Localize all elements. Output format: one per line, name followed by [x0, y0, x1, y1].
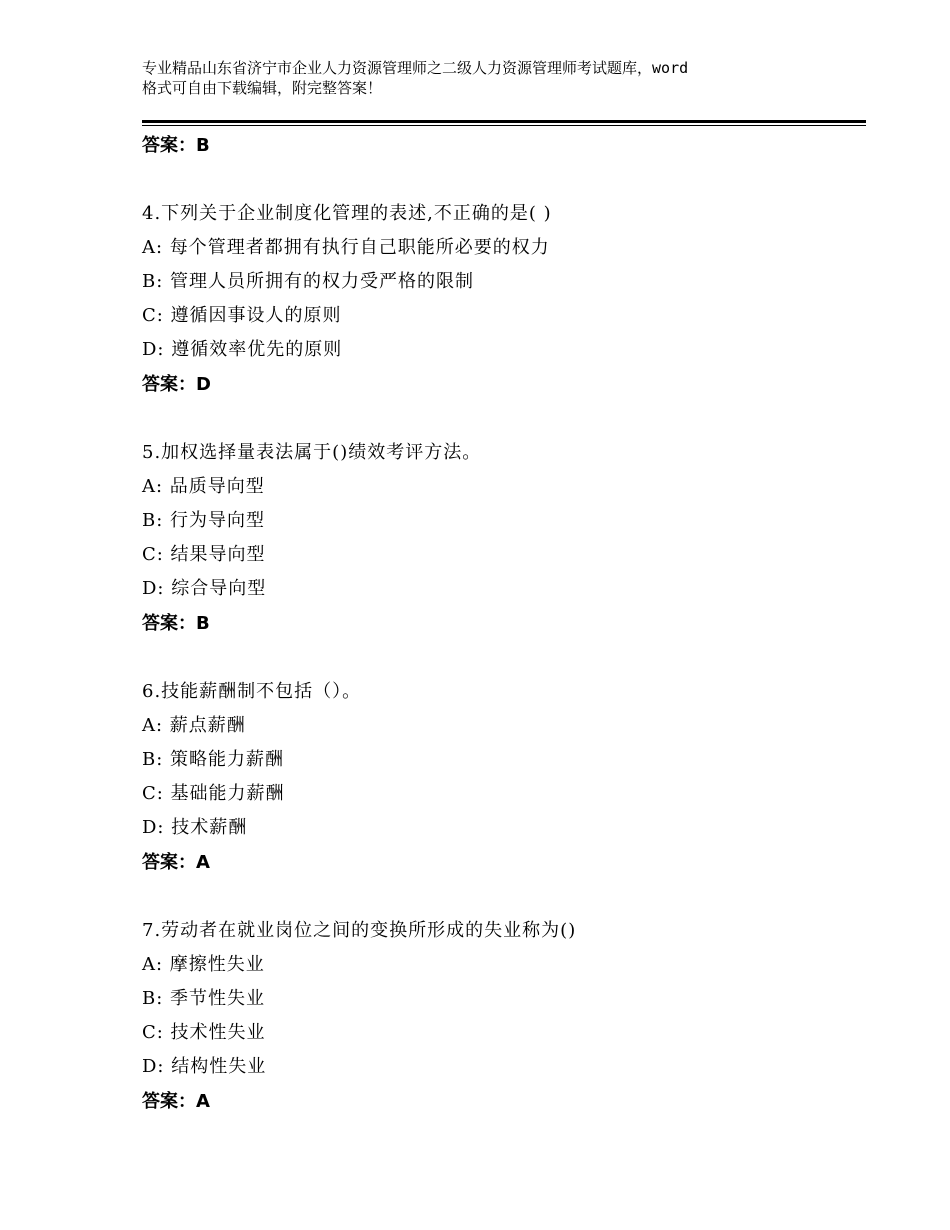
- question-6-option-a: A: 薪点薪酬: [142, 715, 246, 736]
- document-header: [142, 58, 842, 98]
- question-7-option-d: D: 结构性失业: [142, 1056, 267, 1077]
- header-divider-thin: [142, 125, 866, 126]
- question-5-option-b: B: 行为导向型: [142, 510, 266, 531]
- answer-q5: 答案：B: [142, 613, 210, 634]
- question-6-option-b: B: 策略能力薪酬: [142, 749, 285, 770]
- question-5-option-a: A: 品质导向型: [142, 476, 265, 497]
- answer-q7: 答案：A: [142, 1091, 210, 1112]
- header-divider-thick: [142, 120, 866, 123]
- header-line-2: 格式可自由下载编辑，附完整答案！: [142, 79, 383, 97]
- question-5-title: 5.加权选择量表法属于()绩效考评方法。: [142, 442, 482, 463]
- answer-q6: 答案：A: [142, 852, 210, 873]
- question-4-option-a: A: 每个管理者都拥有执行自己职能所必要的权力: [142, 237, 550, 258]
- question-5-option-c: C: 结果导向型: [142, 544, 266, 565]
- question-4-option-c: C: 遵循因事设人的原则: [142, 305, 342, 326]
- question-6-option-d: D: 技术薪酬: [142, 817, 248, 838]
- question-4-option-b: B: 管理人员所拥有的权力受严格的限制: [142, 271, 475, 292]
- question-7-title: 7.劳动者在就业岗位之间的变换所形成的失业称为(): [142, 920, 577, 941]
- question-6-option-c: C: 基础能力薪酬: [142, 783, 285, 804]
- answer-q3: 答案：B: [142, 135, 210, 156]
- question-7-option-a: A: 摩擦性失业: [142, 954, 265, 975]
- answer-q4: 答案：D: [142, 374, 211, 395]
- question-6-title: 6.技能薪酬制不包括（）。: [142, 681, 362, 702]
- header-line-1: 专业精品山东省济宁市企业人力资源管理师之二级人力资源管理师考试题库，word: [142, 59, 689, 77]
- question-7-option-c: C: 技术性失业: [142, 1022, 266, 1043]
- question-4-title: 4.下列关于企业制度化管理的表述,不正确的是( ): [142, 203, 552, 224]
- question-5-option-d: D: 综合导向型: [142, 578, 267, 599]
- question-7-option-b: B: 季节性失业: [142, 988, 266, 1009]
- question-4-option-d: D: 遵循效率优先的原则: [142, 339, 343, 360]
